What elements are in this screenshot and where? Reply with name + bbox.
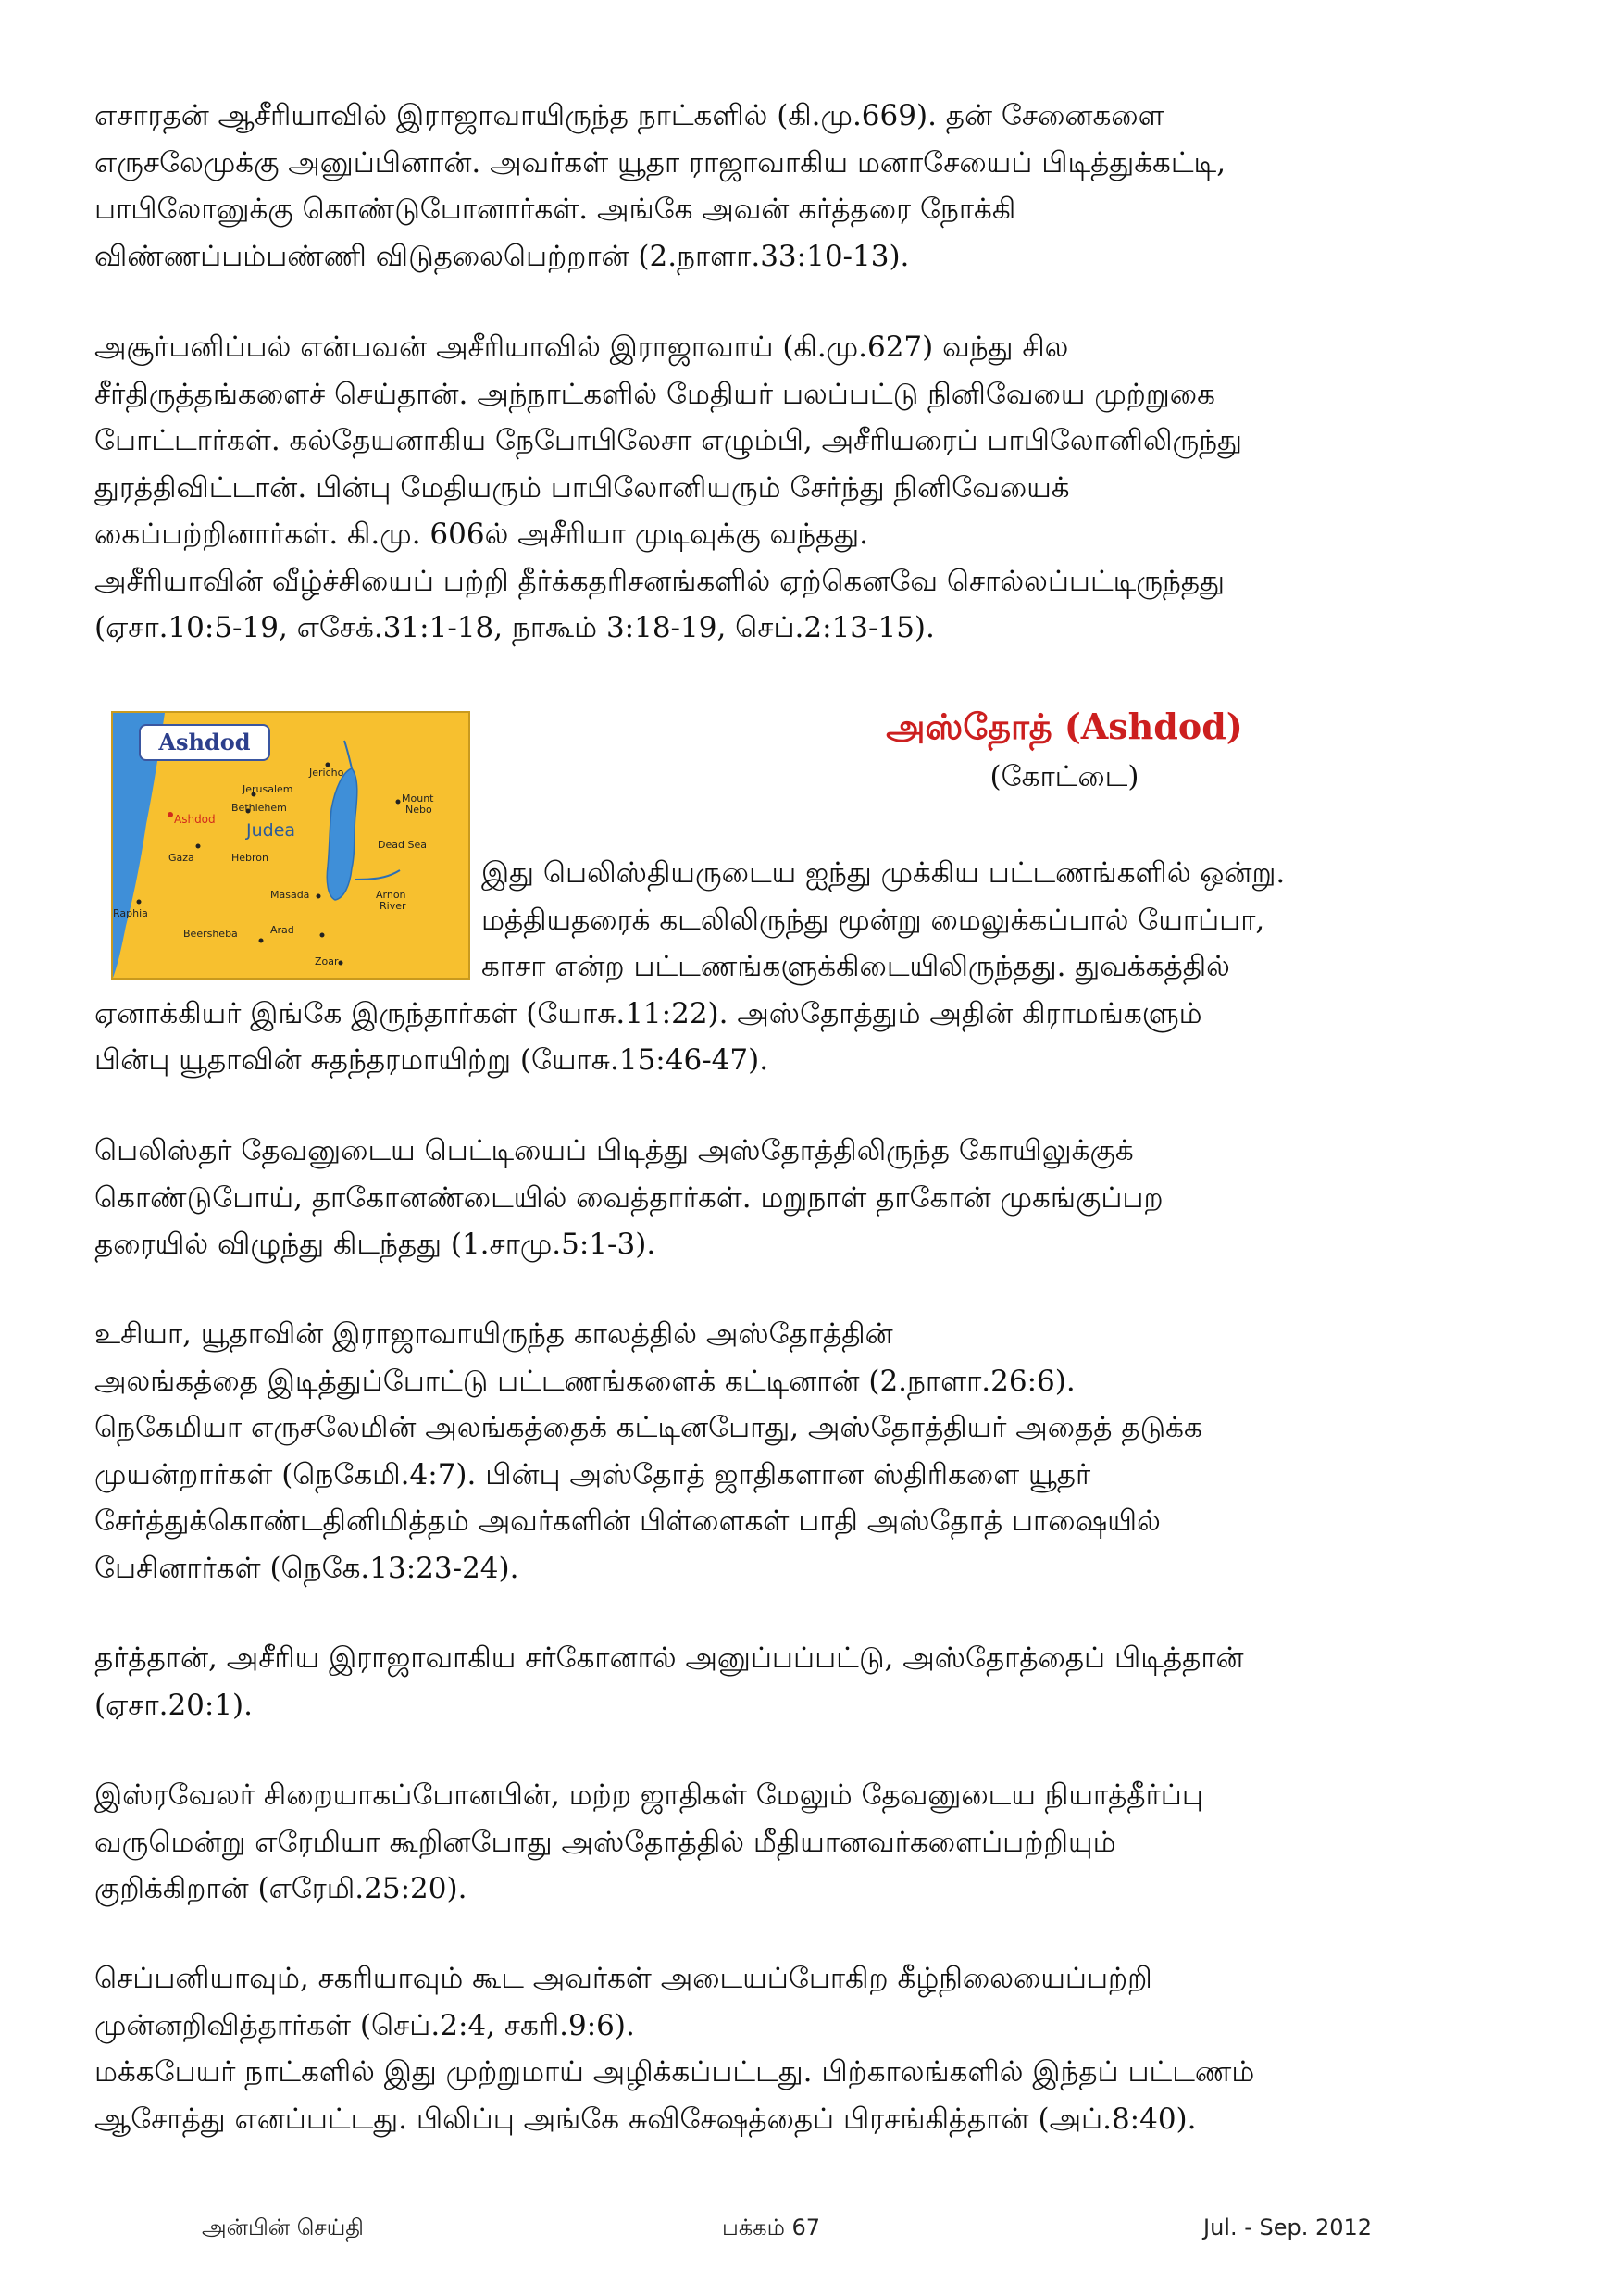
footer-magazine-name: அன்பின் செய்தி [202, 2215, 364, 2240]
map-label-river: River [380, 900, 406, 912]
text-line: தர்த்தான், அசீரிய இராஜாவாகிய சர்கோனால் அனுப்பப்பட்டு, அஸ்தோத்தைப் பிடித்தான் [94, 1641, 1244, 1675]
text-line: செப்பனியாவும், சகரியாவும் கூட அவர்கள் அடையப்போகிற கீழ்நிலையைப்பற்றி [94, 1962, 1152, 1995]
map-label-judea: Judea [246, 820, 296, 841]
text-line: பேசினார்கள் (நெகே.13:23-24). [94, 1551, 519, 1585]
text-line: துரத்திவிட்டான். பின்பு மேதியரும் பாபிலோனியரும் சேர்ந்து நினிவேயைக் [94, 470, 1070, 505]
section-heading-ashdod: அஸ்தோத் (Ashdod) [886, 705, 1243, 747]
text-line: ஏனாக்கியர் இங்கே இருந்தார்கள் (யோசு.11:22). அஸ்தோத்தும் அதின் கிராமங்களும் [94, 996, 1202, 1030]
section-subheading: (கோட்டை) [989, 760, 1139, 793]
map-label-hebron: Hebron [231, 852, 269, 864]
text-line: ஆசோத்து எனப்பட்டது. பிலிப்பு அங்கே சுவிசேஷத்தைப் பிரசங்கித்தான் (அப்.8:40). [94, 2102, 1197, 2136]
text-line: எருசலேமுக்கு அனுப்பினான். அவர்கள் யூதா ராஜாவாகிய மனாசேயைப் பிடித்துக்கட்டி, [94, 145, 1226, 180]
footer-page-number: பக்கம் 67 [722, 2215, 821, 2240]
text-line: எசாரதன் ஆசீரியாவில் இராஜாவாயிருந்த நாட்களில் (கி.மு.669). தன் சேனைகளை [94, 99, 1164, 132]
map-label-masada: Masada [270, 889, 310, 901]
text-line: கைப்பற்றினார்கள். கி.மு. 606ல் அசீரியா முடிவுக்கு வந்தது. [94, 518, 869, 551]
map-label-mount: Mount [402, 792, 434, 805]
paragraph-ashdod-intro [94, 850, 1527, 1084]
paragraph-ark [94, 1128, 1527, 1268]
text-line: போட்டார்கள். கல்தேயனாகிய நேபோபிலேசா எழும்பி, அசீரியரைப் பாபிலோனிலிருந்து [94, 424, 1243, 457]
map-label-jerusalem: Jerusalem [243, 783, 293, 795]
text-line: அலங்கத்தை இடித்துப்போட்டு பட்டணங்களைக் கட்டினான் (2.நாளா.26:6). [94, 1364, 1076, 1398]
map-label-jericho: Jericho [309, 767, 344, 779]
text-line: மத்தியதரைக் கடலிலிருந்து மூன்று மைலுக்கப்பால் யோப்பா, [481, 903, 1265, 937]
text-line: அசீரியாவின் வீழ்ச்சியைப் பற்றி தீர்க்கதரிசனங்களில் ஏற்கெனவே சொல்லப்பட்டிருந்தது [94, 564, 1226, 598]
map-label-bethlehem: Bethlehem [231, 802, 287, 814]
text-line: விண்ணப்பம்பண்ணி விடுதலைபெற்றான் (2.நாளா.33:10-13). [94, 239, 910, 273]
text-line: சீர்திருத்தங்களைச் செய்தான். அந்நாட்களில் மேதியர் பலப்பட்டு நினிவேயை முற்றுகை [94, 377, 1215, 411]
hebron-marker [196, 844, 201, 849]
text-line: பாபிலோனுக்கு கொண்டுபோனார்கள். அங்கே அவன் கர்த்தரை நோக்கி [94, 193, 1016, 226]
map-label-dead-sea: Dead Sea [378, 839, 427, 851]
paragraph-uzziah [94, 1311, 1527, 1591]
text-line: (ஏசா.10:5-19, எசேக்.31:1-18, நாகூம் 3:18-19, செப்.2:13-15). [94, 611, 935, 644]
paragraph-esarhaddon [94, 93, 1527, 280]
jordan-river [344, 741, 352, 768]
map-label-nebo: Nebo [405, 804, 432, 816]
text-line: முன்னறிவித்தார்கள் (செப்.2:4, சகரி.9:6). [94, 2008, 635, 2042]
map-label-arad: Arad [270, 924, 294, 936]
text-line: கொண்டுபோய், தாகோனண்டையில் வைத்தார்கள். மறுநாள் தாகோன் முகங்குப்பற [94, 1180, 1164, 1215]
text-line: தரையில் விழுந்து கிடந்தது (1.சாமு.5:1-3). [94, 1228, 656, 1261]
map-label-raphia: Raphia [113, 907, 148, 919]
map-title-ashdod: Ashdod [139, 724, 270, 761]
text-line: குறிக்கிறான் (எரேமி.25:20). [94, 1872, 467, 1905]
text-line: இது பெலிஸ்தியருடைய ஐந்து முக்கிய பட்டணங்களில் ஒன்று. [481, 856, 1286, 890]
paragraph-zephaniah [94, 1955, 1527, 2142]
text-line: அசூர்பனிப்பல் என்பவன் அசீரியாவில் இராஜாவாய் (கி.மு.627) வந்து சில [94, 331, 1069, 364]
text-line: காசா என்ற பட்டணங்களுக்கிடையிலிருந்தது. துவக்கத்தில் [481, 950, 1230, 983]
text-line: இஸ்ரவேலர் சிறையாகப்போனபின், மற்ற ஜாதிகள் மேலும் தேவனுடைய நியாத்தீர்ப்பு [94, 1778, 1203, 1812]
mount-nebo-marker [396, 800, 401, 805]
paragraph-ashurbanipal [94, 324, 1527, 652]
map-label-zoar: Zoar [315, 955, 339, 967]
text-line: சேர்த்துக்கொண்டதினிமித்தம் அவர்களின் பிள்ளைகள் பாதி அஸ்தோத் பாஷையில் [94, 1504, 1161, 1538]
ashdod-marker [168, 812, 173, 817]
paragraph-jeremiah [94, 1772, 1527, 1913]
text-line: பெலிஸ்தர் தேவனுடைய பெட்டியைப் பிடித்து அஸ்தோத்திலிருந்த கோயிலுக்குக் [94, 1134, 1134, 1167]
text-line: (ஏசா.20:1). [94, 1688, 253, 1722]
paragraph-tartan [94, 1635, 1527, 1728]
text-line: வருமென்று எரேமியா கூறினபோது அஸ்தோத்தில் மீதியானவர்களைப்பற்றியும் [94, 1825, 1116, 1859]
text-line: முயன்றார்கள் (நெகேமி.4:7). பின்பு அஸ்தோத் ஜாதிகளான ஸ்திரிகளை யூதர் [94, 1457, 1091, 1491]
text-line: மக்கபேயர் நாட்களில் இது முற்றுமாய் அழிக்கப்பட்டது. பிற்காலங்களில் இந்தப் பட்டணம் [94, 2055, 1255, 2089]
map-label-arnon: Arnon [376, 889, 406, 901]
footer-issue-date: Jul. - Sep. 2012 [1203, 2215, 1373, 2240]
map-label-beersheba: Beersheba [183, 928, 238, 940]
text-line: பின்பு யூதாவின் சுதந்தரமாயிற்று (யோசு.15:46-47). [94, 1043, 769, 1077]
map-label-ashdod: Ashdod [174, 813, 216, 826]
text-line: உசியா, யூதாவின் இராஜாவாயிருந்த காலத்தில் அஸ்தோத்தின் [94, 1317, 893, 1351]
text-line: நெகேமியா எருசலேமின் அலங்கத்தைக் கட்டினபோது, அஸ்தோத்தியர் அதைத் தடுக்க [94, 1411, 1202, 1444]
map-label-gaza: Gaza [168, 852, 194, 864]
